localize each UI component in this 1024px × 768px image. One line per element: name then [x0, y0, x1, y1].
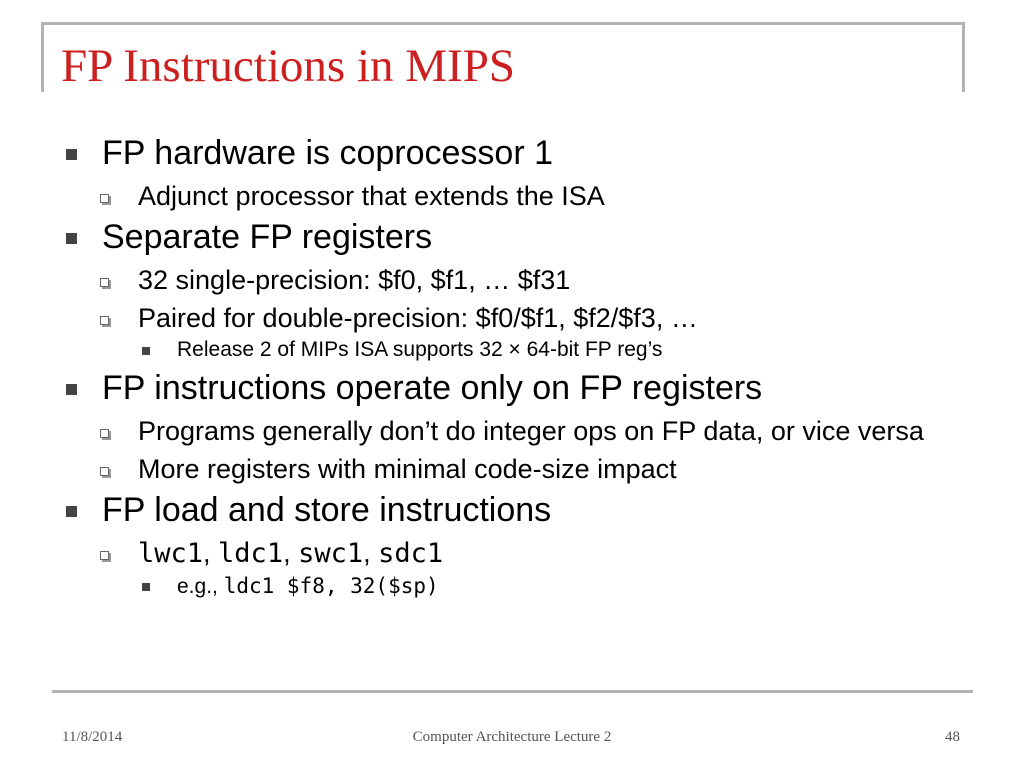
small-square-bullet-icon [142, 347, 150, 355]
bullet-text: FP instructions operate only on FP registers [102, 369, 763, 407]
bullet-level2 [100, 302, 960, 334]
bullet-text: Release 2 of MIPs ISA supports 32 × 64-bit FP reg’s [177, 338, 663, 361]
bullet-level3 [140, 337, 960, 363]
bullet-text: Programs generally don’t do integer ops on FP data, or vice versa [138, 416, 924, 446]
square-bullet-icon [66, 149, 77, 160]
footer-divider [52, 690, 973, 693]
bullet-level1 [60, 216, 960, 258]
hollow-square-bullet-icon [100, 429, 109, 438]
example-prefix: e.g., [177, 575, 224, 598]
bullet-text: More registers with minimal code-size impact [138, 454, 677, 484]
bullet-level2 [100, 453, 960, 485]
footer-page-number: 48 [945, 729, 960, 745]
square-bullet-icon [66, 384, 77, 395]
hollow-square-bullet-icon [100, 316, 109, 325]
instruction-code-lwc1: lwc1 [138, 538, 204, 569]
square-bullet-icon [66, 506, 77, 517]
bullet-text: 32 single-precision: $f0, $f1, … $f31 [138, 265, 571, 295]
bullet-level1 [60, 489, 960, 531]
footer-date: 11/8/2014 [62, 729, 123, 745]
bullet-text: Paired for double-precision: $f0/$f1, $f2/$f3, … [138, 303, 698, 333]
instruction-code-sdc1: sdc1 [378, 538, 444, 569]
instruction-code-swc1: swc1 [298, 538, 364, 569]
frame-left-line [41, 22, 44, 92]
bullet-level2 [100, 180, 960, 212]
instruction-code-ldc1: ldc1 [218, 538, 284, 569]
example-code: ldc1 $f8, 32($sp) [223, 574, 439, 598]
square-bullet-icon [66, 233, 77, 244]
small-square-bullet-icon [142, 583, 150, 591]
frame-right-line [962, 22, 965, 92]
bullet-text: Separate FP registers [102, 218, 433, 256]
bullet-text: FP load and store instructions [102, 491, 552, 529]
separator: , [203, 538, 219, 568]
hollow-square-bullet-icon [100, 194, 109, 203]
separator: , [363, 538, 379, 568]
bullet-level2 [100, 264, 960, 296]
bullet-list [60, 128, 960, 600]
footer-course: Computer Architecture Lecture 2 [412, 729, 612, 745]
bullet-text: FP hardware is coprocessor 1 [102, 134, 554, 172]
hollow-square-bullet-icon [100, 467, 109, 476]
bullet-level3 [140, 573, 960, 600]
bullet-level1 [60, 367, 960, 409]
bullet-level2 [100, 415, 960, 447]
separator: , [283, 538, 299, 568]
hollow-square-bullet-icon [100, 278, 109, 287]
bullet-text: Adjunct processor that extends the ISA [138, 181, 605, 211]
frame-top-line [41, 22, 965, 25]
slide-title: FP Instructions in MIPS [61, 40, 515, 92]
bullet-level2 [100, 537, 960, 570]
bullet-level1 [60, 132, 960, 174]
hollow-square-bullet-icon [100, 551, 109, 560]
